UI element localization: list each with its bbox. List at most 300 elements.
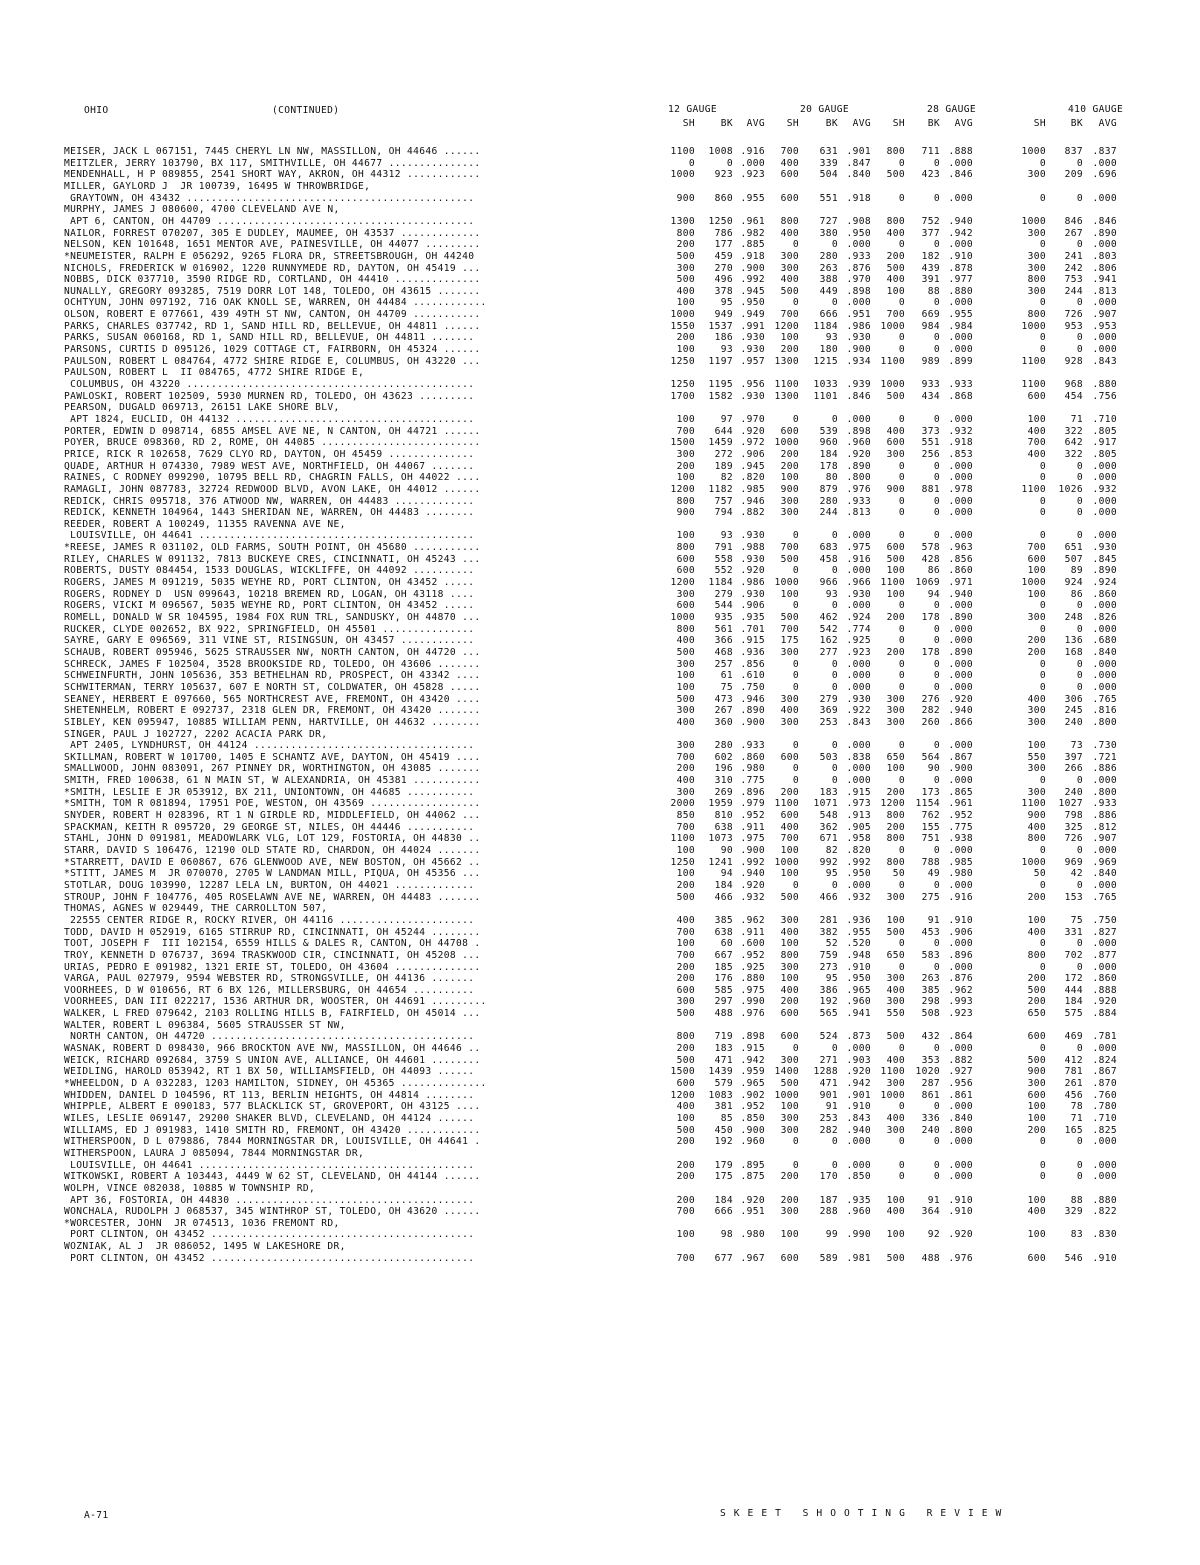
score-cell: 800 [886, 833, 905, 845]
score-cell: 184 [819, 448, 838, 460]
score-cell: 369 [819, 705, 838, 717]
score-cell: 700 [780, 623, 799, 635]
shooter-entry: WONCHALA, RUDOLPH J 068537, 345 WINTHROP ST, TOLEDO, OH 43620 ...... [64, 1206, 481, 1218]
score-cell: 800 [886, 856, 905, 868]
score-cell: .000 [846, 670, 871, 682]
score-cell: .820 [740, 472, 765, 484]
score-cell: .940 [948, 705, 973, 717]
score-cell: 0 [1076, 938, 1083, 950]
score-cell: 300 [886, 448, 905, 460]
score-cell: .932 [1092, 483, 1117, 495]
score-cell: 671 [819, 833, 838, 845]
score-cell: 800 [886, 215, 905, 227]
score-cell: 170 [819, 1171, 838, 1183]
score-cell: 0 [1039, 1171, 1046, 1183]
score-cell: 50 [1033, 868, 1046, 880]
score-cell: 432 [921, 1031, 940, 1043]
score-cell: 0 [898, 332, 905, 344]
state-heading: OHIO [84, 105, 109, 116]
score-cell: 88 [1070, 1194, 1083, 1206]
score-cell: 0 [1039, 845, 1046, 856]
score-cell: .000 [948, 495, 973, 507]
score-cell: .000 [846, 413, 871, 425]
shooter-entry: NAILOR, FORREST 070207, 305 E DUDLEY, MAUMEE, OH 43537 ............. [64, 227, 481, 239]
score-cell: 400 [676, 285, 695, 297]
score-cell: .918 [948, 437, 973, 449]
score-cell: 95 [825, 868, 838, 880]
score-cell: 185 [714, 961, 733, 973]
score-cell: .895 [740, 1159, 765, 1171]
shooter-entry: *WORCESTER, JOHN JR 074513, 1036 FREMONT RD, [64, 1217, 340, 1229]
score-cell: 791 [714, 542, 733, 554]
score-cell: .843 [846, 1112, 871, 1124]
column-header: SH [682, 118, 695, 129]
score-cell: 500 [886, 262, 905, 274]
score-cell: .860 [740, 751, 765, 763]
score-cell: 177 [714, 239, 733, 251]
score-cell: 0 [726, 157, 733, 169]
score-cell: 1000 [774, 1089, 799, 1101]
score-cell: 800 [676, 1031, 695, 1043]
score-cell: 100 [780, 1101, 799, 1113]
score-cell: 500 [780, 891, 799, 903]
score-cell: 300 [676, 705, 695, 717]
score-cell: 631 [819, 146, 838, 157]
score-cell: 924 [1064, 577, 1083, 589]
score-cell: 385 [714, 914, 733, 926]
score-cell: 0 [933, 1136, 940, 1148]
score-cell: 240 [921, 1124, 940, 1136]
score-cell: .000 [846, 1159, 871, 1171]
score-cell: 600 [780, 1031, 799, 1043]
shooter-entry: *WHEELDON, D A 032283, 1203 HAMILTON, SIDNEY, OH 45365 .............. [64, 1078, 487, 1089]
score-cell: 281 [819, 914, 838, 926]
score-cell: 677 [714, 1252, 733, 1264]
score-cell: 726 [1064, 309, 1083, 321]
score-cell: 1200 [880, 798, 905, 810]
score-cell: 300 [1027, 285, 1046, 297]
score-cell: .939 [846, 379, 871, 390]
score-cell: 300 [780, 646, 799, 658]
score-cell: .000 [846, 297, 871, 309]
score-cell: .000 [948, 670, 973, 682]
score-cell: 0 [933, 1043, 940, 1055]
score-cell: .970 [740, 413, 765, 425]
score-cell: 1100 [1021, 355, 1046, 367]
score-cell: .610 [740, 670, 765, 682]
score-cell: .913 [846, 810, 871, 822]
score-cell: .898 [846, 425, 871, 437]
shooter-entry: VOORHEES, DAN III 022217, 1536 ARTHUR DR, WOOSTER, OH 44691 ......... [64, 996, 487, 1008]
score-cell: 0 [1076, 192, 1083, 204]
score-cell: 450 [714, 1124, 733, 1136]
shooter-entry: STAHL, JOHN D 091981, MEADOWLARK VLG, LOT 129, FOSTORIA, OH 44830 .. [64, 833, 481, 845]
score-cell: 0 [831, 775, 838, 787]
shooter-entry: ROBERTS, DUSTY 084454, 1533 DOUGLAS, WICKLIFFE, OH 44092 .......... [64, 565, 475, 577]
score-cell: 0 [688, 157, 695, 169]
score-cell: 0 [831, 670, 838, 682]
score-cell: 1288 [813, 1066, 838, 1078]
score-cell: 0 [1039, 775, 1046, 787]
score-cell: 279 [714, 588, 733, 600]
score-cell: 2000 [670, 798, 695, 810]
score-cell: 0 [933, 658, 940, 670]
continued-label: (CONTINUED) [272, 105, 340, 116]
score-cell: .896 [740, 786, 765, 798]
score-cell: .765 [1092, 891, 1117, 903]
score-cell: 1250 [670, 355, 695, 367]
score-cell: 471 [714, 1054, 733, 1066]
score-cell: 100 [676, 344, 695, 356]
score-cell: 1000 [670, 309, 695, 321]
column-header: AVG [1098, 118, 1117, 129]
score-cell: 1000 [774, 856, 799, 868]
score-cell: 837 [1064, 146, 1083, 157]
score-cell: 100 [886, 285, 905, 297]
score-cell: .920 [948, 693, 973, 705]
column-header: SH [1033, 118, 1046, 129]
score-cell: .935 [740, 612, 765, 623]
score-cell: .000 [1092, 530, 1117, 542]
score-cell: 279 [819, 693, 838, 705]
score-cell: .000 [1092, 961, 1117, 973]
score-cell: .965 [846, 984, 871, 996]
shooter-entry: APT 6, CANTON, OH 44709 .......................................... [64, 215, 475, 227]
score-cell: 388 [819, 274, 838, 286]
score-cell: 0 [1039, 961, 1046, 973]
score-cell: 550 [886, 1008, 905, 1020]
score-cell: 496 [714, 274, 733, 286]
score-cell: 0 [933, 530, 940, 542]
score-cell: .875 [740, 1171, 765, 1183]
score-cell: 565 [819, 1008, 838, 1020]
score-cell: 93 [720, 530, 733, 542]
score-cell: 1200 [774, 320, 799, 332]
score-cell: .840 [1092, 868, 1117, 880]
score-cell: 546 [1064, 1252, 1083, 1264]
score-cell: 0 [1039, 157, 1046, 169]
score-cell: .960 [846, 437, 871, 449]
shooter-entry: PARSONS, CURTIS D 095126, 1029 COTTAGE CT, FAIRBORN, OH 45324 ...... [64, 344, 481, 356]
column-header: BK [927, 118, 940, 129]
score-cell: 300 [676, 588, 695, 600]
score-cell: .960 [846, 1206, 871, 1218]
score-cell: 0 [933, 670, 940, 682]
score-cell: 788 [921, 856, 940, 868]
score-cell: 444 [1064, 984, 1083, 996]
score-cell: .800 [948, 1124, 973, 1136]
score-cell: .955 [846, 926, 871, 938]
score-cell: 644 [714, 425, 733, 437]
shooter-entry: NORTH CANTON, OH 44720 ........................................... [64, 1031, 475, 1043]
score-cell: .860 [1092, 588, 1117, 600]
score-cell: 200 [676, 961, 695, 973]
score-cell: .941 [1092, 274, 1117, 286]
score-cell: .000 [1092, 495, 1117, 507]
score-cell: 1000 [1021, 856, 1046, 868]
score-cell: .961 [948, 798, 973, 810]
shooter-entry: APT 1824, EUCLID, OH 44132 ....................................... [64, 413, 475, 425]
score-cell: .966 [846, 577, 871, 589]
score-cell: .988 [740, 542, 765, 554]
score-cell: 100 [886, 1194, 905, 1206]
score-cell: 800 [676, 542, 695, 554]
score-cell: .867 [1092, 1066, 1117, 1078]
score-cell: .000 [948, 1171, 973, 1183]
score-cell: 273 [819, 961, 838, 973]
score-cell: 1000 [880, 1089, 905, 1101]
score-cell: 49 [927, 868, 940, 880]
shooter-entry: GRAYTOWN, OH 43432 ............................................... [64, 192, 475, 204]
score-cell: .950 [846, 868, 871, 880]
score-cell: 153 [1064, 891, 1083, 903]
score-cell: 0 [898, 879, 905, 891]
score-cell: 0 [792, 1043, 799, 1055]
score-cell: .000 [846, 530, 871, 542]
score-cell: .888 [948, 146, 973, 157]
shooter-entry: REDICK, KENNETH 104964, 1443 SHERIDAN NE, WARREN, OH 44483 ........ [64, 507, 475, 519]
score-cell: 325 [1064, 821, 1083, 833]
shooter-entry: SMALLWOOD, JOHN 083091, 267 PINNEY DR, WORTHINGTON, OH 43085 ....... [64, 763, 481, 775]
score-cell: 0 [1039, 681, 1046, 693]
score-cell: 353 [921, 1054, 940, 1066]
score-cell: 800 [886, 146, 905, 157]
score-cell: 0 [1076, 600, 1083, 612]
score-cell: 1083 [708, 1089, 733, 1101]
score-cell: 1000 [1021, 577, 1046, 589]
score-cell: .000 [948, 472, 973, 484]
score-cell: 100 [1027, 740, 1046, 752]
score-cell: 781 [1064, 1066, 1083, 1078]
score-cell: 0 [1039, 600, 1046, 612]
score-cell: 275 [921, 891, 940, 903]
score-cell: 300 [780, 693, 799, 705]
score-cell: 73 [1070, 740, 1083, 752]
score-cell: 176 [714, 973, 733, 985]
score-cell: 500 [780, 1078, 799, 1089]
score-cell: .750 [1092, 914, 1117, 926]
score-cell: 200 [676, 763, 695, 775]
shooter-entry: TOOT, JOSEPH F III 102154, 6559 HILLS & DALES R, CANTON, OH 44708 . [64, 938, 481, 950]
shooter-entry: NUNALLY, GREGORY 093285, 7519 DORR LOT 148, TOLEDO, OH 43615 ....... [64, 285, 481, 297]
score-cell: 282 [921, 705, 940, 717]
score-cell: 650 [1027, 1008, 1046, 1020]
shooter-entry: *SMITH, LESLIE E JR 053912, BX 211, UNIONTOWN, OH 44685 ........... [64, 786, 475, 798]
score-cell: 638 [714, 821, 733, 833]
score-cell: 331 [1064, 926, 1083, 938]
score-cell: 0 [1039, 938, 1046, 950]
score-cell: 683 [819, 542, 838, 554]
score-cell: .945 [740, 285, 765, 297]
score-cell: .980 [740, 763, 765, 775]
shooter-entry: WITHERSPOON, D L 079886, 7844 MORNINGSTAR DR, LOUISVILLE, OH 44641 . [64, 1136, 481, 1148]
score-cell: 753 [1064, 274, 1083, 286]
score-cell: .765 [1092, 693, 1117, 705]
score-cell: 507 [1064, 553, 1083, 565]
score-cell: 400 [886, 425, 905, 437]
score-cell: 757 [714, 495, 733, 507]
score-cell: 241 [1064, 250, 1083, 262]
score-cell: 0 [1039, 192, 1046, 204]
score-cell: .959 [740, 1066, 765, 1078]
score-cell: 503 [819, 751, 838, 763]
score-cell: .902 [740, 1089, 765, 1101]
score-cell: 300 [780, 1206, 799, 1218]
shooter-entry: SCHAUB, ROBERT 095946, 5625 STRAUSSER NW, NORTH CANTON, OH 44720 ... [64, 646, 481, 658]
score-cell: 184 [1064, 996, 1083, 1008]
score-cell: 100 [886, 588, 905, 600]
score-cell: .000 [1092, 507, 1117, 519]
score-cell: .906 [740, 448, 765, 460]
score-cell: .000 [948, 507, 973, 519]
score-cell: .930 [740, 530, 765, 542]
score-cell: 0 [1076, 658, 1083, 670]
shooter-entry: WEICK, RICHARD 092684, 3759 S UNION AVE, ALLIANCE, OH 44601 ........ [64, 1054, 481, 1066]
score-cell: 300 [886, 693, 905, 705]
score-cell: 1000 [1021, 320, 1046, 332]
score-cell: .000 [948, 157, 973, 169]
score-cell: 600 [780, 169, 799, 181]
score-cell: .940 [740, 868, 765, 880]
score-cell: 0 [1039, 332, 1046, 344]
shooter-entry: *NEUMEISTER, RALPH E 056292, 9265 FLORA DR, STREETSBROUGH, OH 44240 [64, 250, 475, 262]
shooter-entry: PORT CLINTON, OH 43452 ........................................... [64, 1252, 475, 1264]
score-cell: 850 [676, 810, 695, 822]
score-cell: 700 [676, 949, 695, 961]
shooter-entry: WHIDDEN, DANIEL D 104596, RT 113, BERLIN HEIGHTS, OH 44814 ........ [64, 1089, 475, 1101]
shooter-entry: SMITH, FRED 100638, 61 N MAIN ST, W ALEXANDRIA, OH 45381 ........... [64, 775, 481, 787]
score-cell: 91 [927, 914, 940, 926]
score-cell: 0 [792, 530, 799, 542]
score-cell: .920 [846, 1066, 871, 1078]
score-cell: 400 [886, 1112, 905, 1124]
score-cell: .000 [948, 344, 973, 356]
shooter-entry: WHIPPLE, ALBERT E 090183, 577 BLACKLICK ST, GROVEPORT, OH 43125 .... [64, 1101, 481, 1113]
score-cell: 300 [1027, 1078, 1046, 1089]
score-cell: 78 [1070, 1101, 1083, 1113]
score-cell: 93 [825, 332, 838, 344]
score-cell: 300 [1027, 612, 1046, 623]
score-cell: 0 [933, 495, 940, 507]
score-cell: 456 [1064, 1089, 1083, 1101]
score-cell: 0 [792, 763, 799, 775]
score-cell: 0 [792, 740, 799, 752]
score-cell: 100 [676, 1229, 695, 1241]
score-cell: .923 [948, 1008, 973, 1020]
score-cell: .888 [1092, 984, 1117, 996]
score-cell: 397 [1064, 751, 1083, 763]
score-cell: 900 [886, 483, 905, 495]
score-cell: 651 [1064, 542, 1083, 554]
score-cell: .850 [846, 1171, 871, 1183]
score-cell: 1200 [670, 483, 695, 495]
score-cell: 248 [1064, 612, 1083, 623]
score-cell: .920 [948, 1229, 973, 1241]
score-cell: .680 [1092, 635, 1117, 647]
score-cell: 0 [898, 1043, 905, 1055]
score-cell: 1071 [813, 798, 838, 810]
score-cell: 1300 [774, 390, 799, 402]
score-cell: 0 [1076, 460, 1083, 472]
score-cell: 0 [898, 1136, 905, 1148]
score-cell: .938 [948, 833, 973, 845]
score-cell: 1300 [774, 355, 799, 367]
score-cell: .933 [846, 495, 871, 507]
score-cell: 800 [1027, 949, 1046, 961]
score-cell: .000 [1092, 239, 1117, 251]
score-cell: .960 [740, 1136, 765, 1148]
score-cell: 0 [898, 1101, 905, 1113]
shooter-entry: WOZNIAK, AL J JR 086052, 1495 W LAKESHORE DR, [64, 1241, 346, 1253]
shooter-entry: WALTER, ROBERT L 096384, 5605 STRAUSSER ST NW, [64, 1019, 346, 1031]
score-cell: 240 [1064, 716, 1083, 728]
score-cell: 1500 [670, 1066, 695, 1078]
score-cell: .980 [740, 1229, 765, 1241]
score-cell: 200 [676, 1194, 695, 1206]
score-cell: 1073 [708, 833, 733, 845]
score-cell: 71 [1070, 413, 1083, 425]
score-cell: .925 [740, 961, 765, 973]
score-cell: .936 [740, 646, 765, 658]
score-cell: 552 [714, 565, 733, 577]
score-cell: .710 [1092, 1112, 1117, 1124]
score-cell: 300 [780, 507, 799, 519]
score-cell: .925 [846, 635, 871, 647]
score-cell: 861 [921, 1089, 940, 1101]
score-cell: 0 [792, 775, 799, 787]
shooter-entry: WILES, LESLIE 069147, 29200 SHAKER BLVD, CLEVELAND, OH 44124 ...... [64, 1112, 475, 1124]
score-cell: .978 [948, 483, 973, 495]
score-cell: .000 [1092, 775, 1117, 787]
score-cell: 200 [886, 250, 905, 262]
score-cell: 200 [780, 1194, 799, 1206]
score-cell: 200 [1027, 891, 1046, 903]
score-cell: 377 [921, 227, 940, 239]
score-cell: 282 [819, 1124, 838, 1136]
score-cell: .920 [846, 448, 871, 460]
score-cell: .898 [846, 285, 871, 297]
score-cell: 551 [819, 192, 838, 204]
score-cell: 100 [780, 938, 799, 950]
score-cell: 1000 [1021, 215, 1046, 227]
score-cell: 0 [1039, 1136, 1046, 1148]
score-cell: .000 [1092, 879, 1117, 891]
score-cell: 711 [921, 146, 940, 157]
score-cell: 700 [780, 542, 799, 554]
score-cell: .813 [846, 507, 871, 519]
score-cell: .846 [948, 169, 973, 181]
score-cell: 0 [898, 495, 905, 507]
score-cell: .933 [1092, 798, 1117, 810]
score-cell: 504 [819, 169, 838, 181]
score-cell: .000 [948, 239, 973, 251]
score-cell: .930 [740, 344, 765, 356]
score-cell: 1184 [813, 320, 838, 332]
score-cell: .800 [1092, 716, 1117, 728]
score-cell: 1439 [708, 1066, 733, 1078]
score-cell: 0 [792, 1136, 799, 1148]
score-cell: .957 [740, 355, 765, 367]
score-cell: .918 [740, 250, 765, 262]
score-cell: 90 [927, 763, 940, 775]
score-cell: .920 [740, 565, 765, 577]
score-cell: 300 [886, 1124, 905, 1136]
score-cell: 42 [1070, 868, 1083, 880]
score-cell: 0 [933, 460, 940, 472]
score-cell: 544 [714, 600, 733, 612]
score-cell: .952 [948, 810, 973, 822]
score-cell: 0 [898, 845, 905, 856]
